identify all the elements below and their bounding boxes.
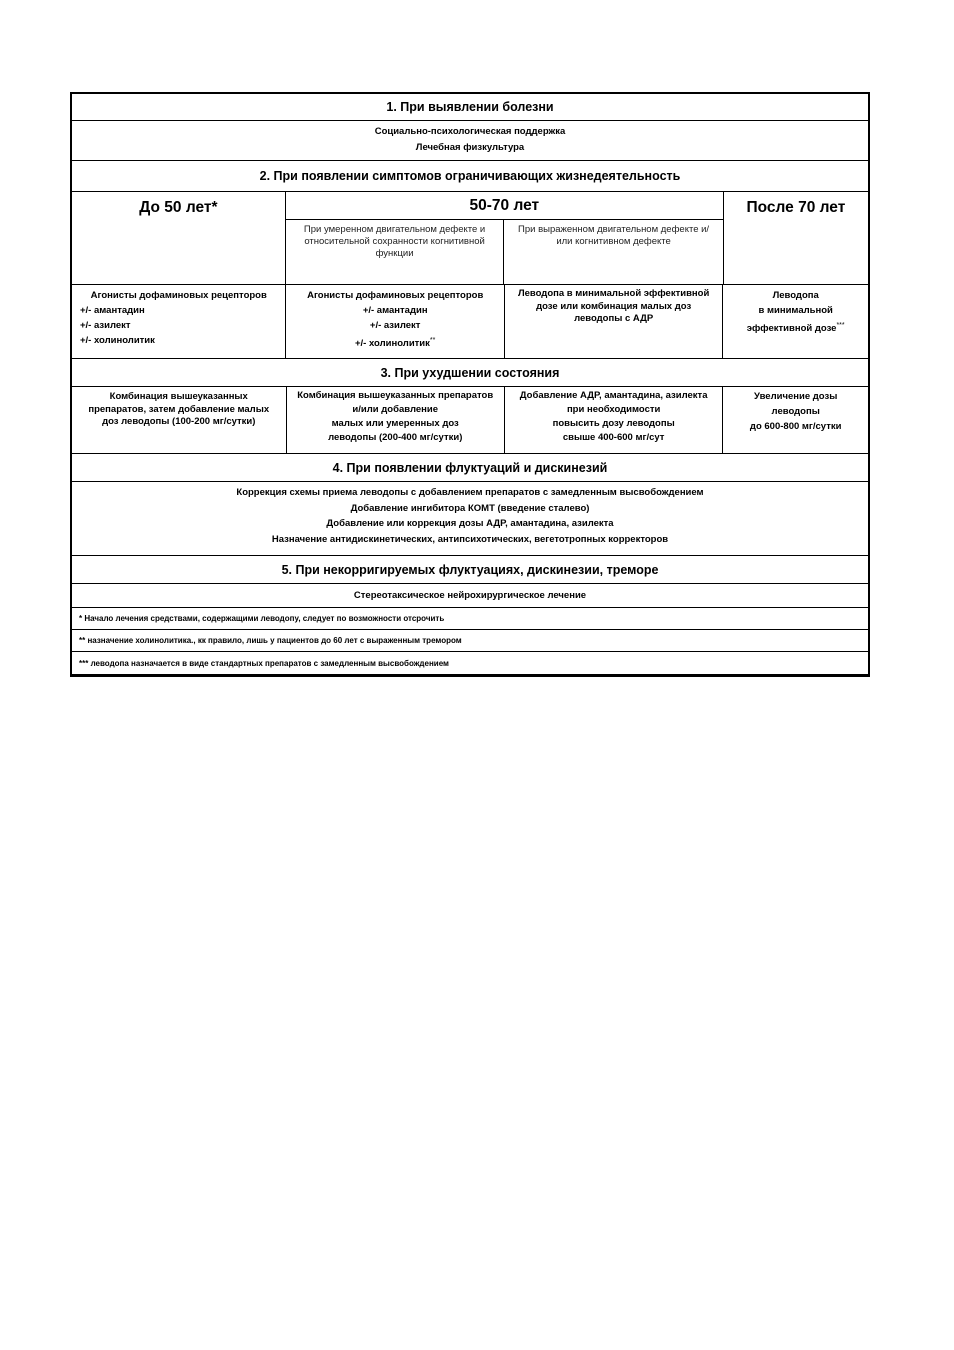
severe-defect-subheader: При выраженном двигательном дефекте и/или когнитивном дефекте: [518, 224, 710, 247]
section5-title: 5. При некорригируемых флуктуациях, дискинезии, треморе: [72, 556, 868, 584]
footnote-marker: ***: [836, 322, 845, 329]
treatment-line: леводопы: [771, 406, 820, 417]
treatment-line: Леводопа: [772, 290, 819, 301]
treatment-line: леводопы (200-400 мг/сутки): [328, 432, 463, 443]
worsening-50-70-moderate: [287, 387, 505, 453]
treatment-line: +/- холинолитик: [355, 338, 430, 350]
treatment-line: эффективной дозе: [746, 323, 837, 335]
treatment-line: +/- азилект: [369, 320, 421, 331]
treatment-line: +/- амантадин: [362, 305, 428, 316]
section1-item: Социально-психологическая поддержка: [374, 126, 566, 137]
treatment-line: в минимальной: [758, 305, 833, 316]
footnote: *** леводопа назначается в виде стандартных препаратов с замедленным высвобождением: [79, 658, 449, 668]
age-header-under-50: [72, 192, 286, 284]
treatment-line: Увеличение дозы: [754, 391, 838, 402]
treatment-line: Агонисты дофаминовых рецепторов: [90, 290, 267, 301]
age-50-70-subheaders: [286, 220, 723, 284]
treatment-line: +/- холинолитик: [80, 335, 155, 346]
age-header-under-50-label: До 50 лет*: [139, 199, 218, 216]
age-header-over-70: [724, 192, 868, 284]
treatment-line-with-footnote: [286, 333, 503, 351]
treatment-line: при необходимости: [566, 404, 661, 415]
moderate-defect-subheader: При умеренном двигательном дефекте и относительной сохранности когнитивной функции: [286, 220, 505, 284]
footnote: ** назначение холинолитика., кк правило, лишь у пациентов до 60 лет с выраженным тремором: [72, 630, 868, 652]
treatment-line: свыше 400-600 мг/сут: [562, 432, 665, 443]
section4-item: Добавление или коррекция дозы АДР, амантадина, азилекта: [326, 518, 614, 529]
age-header-50-70-label: 50-70 лет: [286, 192, 723, 220]
section3-treatments: [72, 387, 868, 454]
worsening-over-70: [723, 387, 868, 453]
treatment-line-with-footnote: [723, 318, 868, 336]
age-header-over-70-label: После 70 лет: [746, 199, 846, 216]
section2-age-headers: [72, 192, 868, 285]
treatment-under-50: [72, 285, 286, 358]
treatment-50-70-moderate: [286, 285, 504, 358]
treatment-line: до 600-800 мг/сутки: [749, 421, 842, 432]
section4-item: Назначение антидискинетических, антипсихотических, вегетотропных корректоров: [271, 533, 669, 545]
section2-title: 2. При появлении симптомов ограничивающих жизнедеятельность: [72, 161, 868, 192]
treatment-line: Агонисты дофаминовых рецепторов: [307, 290, 484, 301]
footnote: * Начало лечения средствами, содержащими леводопу, следует по возможности отсрочить: [72, 608, 868, 630]
section3-title: 3. При ухудшении состояния: [72, 359, 868, 387]
worsening-50-70-severe: [505, 387, 723, 453]
footnote-marker: **: [429, 337, 436, 344]
section4-title: 4. При появлении флуктуаций и дискинезий: [72, 454, 868, 482]
section1-item: Лечебная физкультура: [415, 141, 525, 153]
treatment-50-70-severe: Леводопа в минимальной эффективной дозе или комбинация малых доз леводопы с АДР: [505, 285, 723, 358]
treatment-line: +/- амантадин: [80, 305, 145, 316]
treatment-line: повысить дозу леводопы: [552, 418, 675, 429]
treatment-line: и/или добавление: [352, 404, 439, 415]
treatment-line: Добавление АДР, амантадина, азилекта: [519, 390, 708, 401]
treatment-line: +/- азилект: [80, 320, 131, 331]
section1-items: [72, 121, 868, 161]
treatment-line: малых или умеренных доз: [331, 418, 459, 429]
section2-treatments: [72, 285, 868, 359]
section4-item: Добавление ингибитора КОМТ (введение сталево): [350, 502, 590, 514]
worsening-under-50: Комбинация вышеуказанных препаратов, затем добавление малых доз леводопы (100-200 мг/сутки): [72, 387, 287, 453]
age-header-50-70: [286, 192, 724, 284]
section4-item: Коррекция схемы приема леводопы с добавлением препаратов с замедленным высвобождением: [236, 487, 704, 498]
treatment-algorithm-table: [70, 92, 870, 677]
section5-item: Стереотаксическое нейрохирургическое лечение: [72, 584, 868, 608]
treatment-over-70: [723, 285, 868, 358]
section4-items: [72, 482, 868, 556]
section1-title: 1. При выявлении болезни: [72, 94, 868, 121]
treatment-line: Комбинация вышеуказанных препаратов: [297, 390, 494, 401]
